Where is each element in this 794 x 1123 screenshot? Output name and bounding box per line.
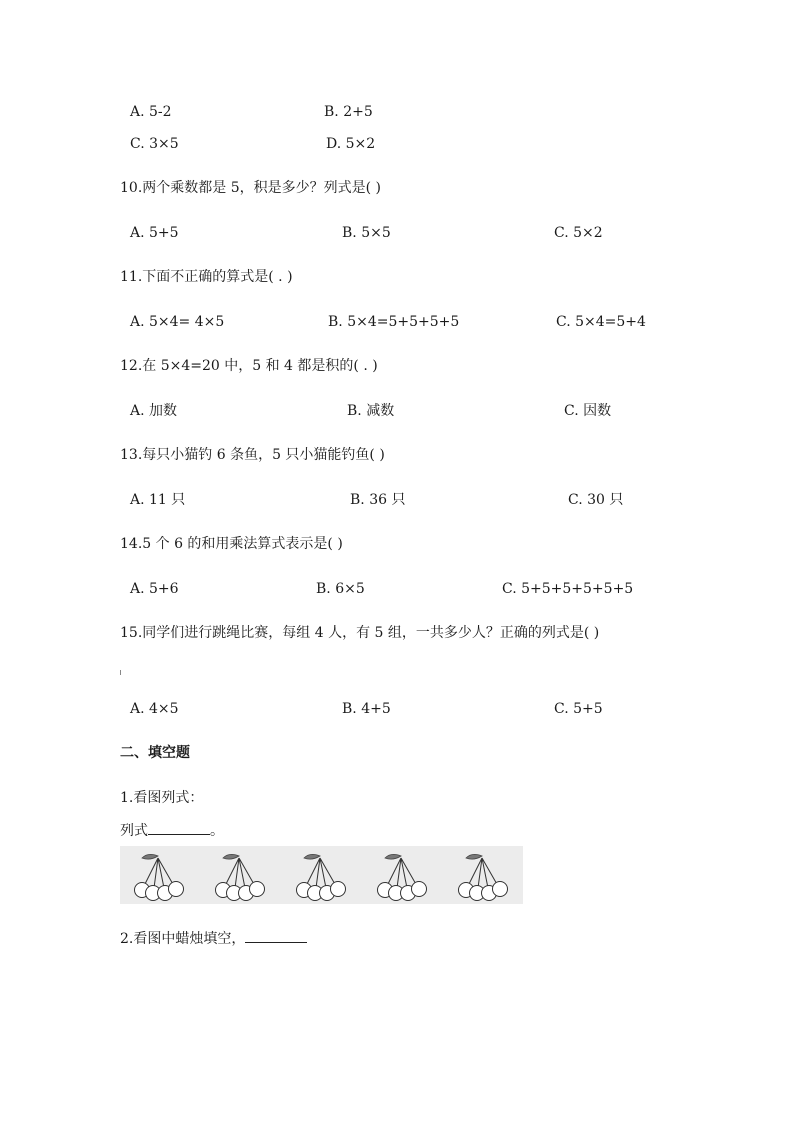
q9-option-c: C. 3×5 [130, 136, 179, 152]
fill-question-1: 1.看图列式： [120, 790, 204, 806]
q14-option-c: C. 5+5+5+5+5+5 [502, 581, 634, 597]
answer-blank[interactable] [148, 820, 210, 835]
cherry-picture [120, 846, 523, 904]
q13-option-c: C. 30 只 [568, 492, 624, 508]
fill-question-2 [120, 928, 307, 948]
q13-option-a: A. 11 只 [130, 492, 186, 508]
cherry-bunch-icon [290, 850, 354, 902]
cherry-bunch-icon [209, 850, 273, 902]
stray-mark [120, 670, 121, 675]
fill-question-1-answer-line [120, 820, 224, 840]
cherry-bunch-icon [371, 850, 435, 902]
q9-option-a: A. 5-2 [130, 104, 172, 120]
cherry-bunch-icon [128, 850, 192, 902]
question-15: 15.同学们进行跳绳比赛，每组 4 人，有 5 组，一共多少人？正确的列式是( ) [120, 625, 600, 641]
question-13: 13.每只小猫钓 6 条鱼，5 只小猫能钓鱼( ) [120, 447, 385, 463]
q14-option-a: A. 5+6 [130, 581, 179, 597]
cherry-bunch-icon [452, 850, 516, 902]
question-12: 12.在 5×4=20 中，5 和 4 都是积的( . ) [120, 358, 378, 374]
question-10: 10.两个乘数都是 5，积是多少？列式是( ) [120, 180, 381, 196]
q10-option-a: A. 5+5 [130, 225, 179, 241]
q9-option-d: D. 5×2 [326, 136, 376, 152]
section-2-title: 二、填空题 [120, 745, 190, 761]
q15-option-a: A. 4×5 [130, 701, 179, 717]
q10-option-b: B. 5×5 [342, 225, 391, 241]
q15-option-b: B. 4+5 [342, 701, 391, 717]
q11-option-a: A. 5×4= 4×5 [130, 314, 225, 330]
q12-option-a: A. 加数 [130, 403, 178, 419]
answer-suffix: 。 [210, 823, 224, 839]
question-14: 14.5 个 6 的和用乘法算式表示是( ) [120, 536, 343, 552]
answer-prefix: 列式 [120, 823, 148, 839]
q11-option-c: C. 5×4=5+4 [556, 314, 646, 330]
q10-option-c: C. 5×2 [554, 225, 603, 241]
q12-option-c: C. 因数 [564, 403, 612, 419]
answer-blank-2[interactable] [245, 928, 307, 943]
q9-option-b: B. 2+5 [324, 104, 373, 120]
q14-option-b: B. 6×5 [316, 581, 365, 597]
q11-option-b: B. 5×4=5+5+5+5 [328, 314, 460, 330]
q12-option-b: B. 减数 [347, 403, 395, 419]
fill-question-2-text: 2.看图中蜡烛填空， [120, 931, 246, 947]
q15-option-c: C. 5+5 [554, 701, 603, 717]
q13-option-b: B. 36 只 [350, 492, 406, 508]
question-11: 11.下面不正确的算式是( . ) [120, 269, 293, 285]
